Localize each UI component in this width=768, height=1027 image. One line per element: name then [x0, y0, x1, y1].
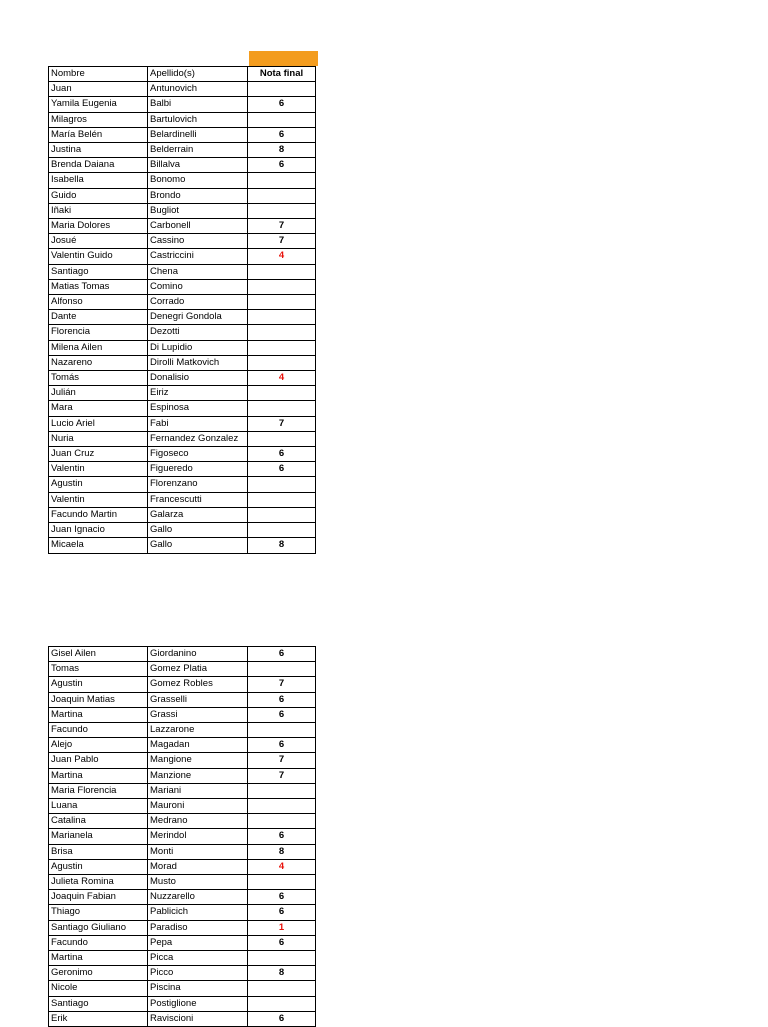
cell-apellido[interactable]: Gallo [148, 523, 248, 538]
cell-nombre[interactable]: Juan Pablo [49, 753, 148, 768]
cell-nombre[interactable]: Martina [49, 707, 148, 722]
cell-nota[interactable] [248, 951, 316, 966]
cell-nombre[interactable]: Maria Florencia [49, 783, 148, 798]
cell-nombre[interactable]: Juan Cruz [49, 447, 148, 462]
cell-apellido[interactable]: Nuzzarello [148, 890, 248, 905]
cell-apellido[interactable]: Belderrain [148, 143, 248, 158]
cell-nota[interactable]: 8 [248, 538, 316, 553]
cell-nota[interactable] [248, 996, 316, 1011]
cell-nombre[interactable]: Valentin [49, 492, 148, 507]
header-apellido[interactable]: Apellido(s) [148, 67, 248, 82]
table-row [49, 783, 316, 798]
cell-nombre[interactable]: Valentin [49, 462, 148, 477]
cell-apellido[interactable]: Castriccini [148, 249, 248, 264]
cell-nombre[interactable]: Facundo [49, 935, 148, 950]
cell-nota[interactable] [248, 783, 316, 798]
table-row [49, 279, 316, 294]
cell-apellido[interactable]: Figoseco [148, 447, 248, 462]
table-row [49, 692, 316, 707]
cell-nota[interactable] [248, 492, 316, 507]
cell-apellido[interactable]: Di Lupidio [148, 340, 248, 355]
table-row [49, 462, 316, 477]
header-nombre[interactable]: Nombre [49, 67, 148, 82]
cell-nota[interactable]: 6 [248, 829, 316, 844]
table-row [49, 371, 316, 386]
grades-table-1 [48, 66, 316, 554]
table-row [49, 951, 316, 966]
cell-apellido[interactable]: Lazzarone [148, 723, 248, 738]
header-row [49, 67, 316, 82]
table-row [49, 523, 316, 538]
cell-nota[interactable]: 6 [248, 738, 316, 753]
cell-nombre[interactable]: Juan [49, 82, 148, 97]
table-row [49, 723, 316, 738]
cell-nombre[interactable]: Brisa [49, 844, 148, 859]
cell-nota[interactable] [248, 401, 316, 416]
cell-nombre[interactable]: Yamila Eugenia [49, 97, 148, 112]
table-row [49, 249, 316, 264]
header-highlight-bar [249, 51, 318, 66]
cell-nota[interactable] [248, 82, 316, 97]
cell-nota[interactable] [248, 875, 316, 890]
cell-nombre[interactable]: Agustin [49, 859, 148, 874]
table-row [49, 401, 316, 416]
cell-nombre[interactable]: Tomas [49, 662, 148, 677]
cell-nombre[interactable]: Mara [49, 401, 148, 416]
cell-nota[interactable] [248, 279, 316, 294]
table-row [49, 996, 316, 1011]
table-row [49, 219, 316, 234]
cell-nota[interactable] [248, 386, 316, 401]
table-row [49, 538, 316, 553]
table-row [49, 738, 316, 753]
table-row [49, 340, 316, 355]
cell-nombre[interactable]: Joaquin Matias [49, 692, 148, 707]
cell-nombre[interactable]: Santiago Giuliano [49, 920, 148, 935]
table-row [49, 295, 316, 310]
cell-apellido[interactable]: Grasselli [148, 692, 248, 707]
cell-nota[interactable]: 7 [248, 416, 316, 431]
cell-apellido[interactable]: Fernandez Gonzalez [148, 431, 248, 446]
cell-nota[interactable] [248, 507, 316, 522]
table-row [49, 188, 316, 203]
table-row [49, 966, 316, 981]
cell-apellido[interactable]: Brondo [148, 188, 248, 203]
cell-apellido[interactable]: Picco [148, 966, 248, 981]
cell-nombre[interactable]: Gisel Ailen [49, 647, 148, 662]
cell-nota[interactable]: 6 [248, 1011, 316, 1026]
cell-nota[interactable]: 6 [248, 97, 316, 112]
cell-nombre[interactable]: Alejo [49, 738, 148, 753]
cell-apellido[interactable]: Bonomo [148, 173, 248, 188]
cell-apellido[interactable]: Gomez Robles [148, 677, 248, 692]
cell-nombre[interactable]: Juan Ignacio [49, 523, 148, 538]
table-row [49, 355, 316, 370]
table-row [49, 203, 316, 218]
cell-apellido[interactable]: Piscina [148, 981, 248, 996]
cell-nota[interactable] [248, 431, 316, 446]
cell-apellido[interactable]: Manzione [148, 768, 248, 783]
cell-nota[interactable]: 1 [248, 920, 316, 935]
table-row [49, 158, 316, 173]
cell-nota[interactable]: 6 [248, 127, 316, 142]
cell-nota[interactable] [248, 981, 316, 996]
cell-nota[interactable]: 7 [248, 234, 316, 249]
cell-apellido[interactable]: Carbonell [148, 219, 248, 234]
cell-nombre[interactable]: Brenda Daiana [49, 158, 148, 173]
cell-apellido[interactable]: Balbi [148, 97, 248, 112]
cell-nombre[interactable]: Justina [49, 143, 148, 158]
table-row [49, 234, 316, 249]
cell-nota[interactable] [248, 310, 316, 325]
table-row [49, 173, 316, 188]
table-row [49, 431, 316, 446]
table-row [49, 127, 316, 142]
cell-apellido[interactable]: Comino [148, 279, 248, 294]
cell-apellido[interactable]: Picca [148, 951, 248, 966]
cell-nota[interactable] [248, 173, 316, 188]
cell-nombre[interactable]: Catalina [49, 814, 148, 829]
cell-nota[interactable]: 4 [248, 859, 316, 874]
cell-apellido[interactable]: Billalva [148, 158, 248, 173]
cell-apellido[interactable]: Galarza [148, 507, 248, 522]
cell-apellido[interactable]: Denegri Gondola [148, 310, 248, 325]
cell-nombre[interactable]: Santiago [49, 996, 148, 1011]
cell-nota[interactable] [248, 723, 316, 738]
cell-apellido[interactable]: Grassi [148, 707, 248, 722]
table-row [49, 447, 316, 462]
cell-apellido[interactable]: Merindol [148, 829, 248, 844]
cell-nombre[interactable]: Guido [49, 188, 148, 203]
cell-apellido[interactable]: Medrano [148, 814, 248, 829]
table-row [49, 143, 316, 158]
cell-apellido[interactable]: Figueredo [148, 462, 248, 477]
table-row [49, 477, 316, 492]
cell-apellido[interactable]: Cassino [148, 234, 248, 249]
cell-nombre[interactable]: Milagros [49, 112, 148, 127]
table-row [49, 707, 316, 722]
cell-nota[interactable]: 7 [248, 219, 316, 234]
cell-apellido[interactable]: Dirolli Matkovich [148, 355, 248, 370]
cell-nota[interactable]: 8 [248, 966, 316, 981]
cell-nota[interactable] [248, 814, 316, 829]
grades-table-2 [48, 646, 316, 1027]
cell-nombre[interactable]: Joaquin Fabian [49, 890, 148, 905]
cell-apellido[interactable]: Pablicich [148, 905, 248, 920]
cell-nombre[interactable]: Josué [49, 234, 148, 249]
cell-apellido[interactable]: Mariani [148, 783, 248, 798]
cell-nombre[interactable]: Thiago [49, 905, 148, 920]
table-row [49, 507, 316, 522]
table-row [49, 859, 316, 874]
cell-nombre[interactable]: Florencia [49, 325, 148, 340]
table-row [49, 753, 316, 768]
cell-nombre[interactable]: Erik [49, 1011, 148, 1026]
cell-nota[interactable] [248, 295, 316, 310]
cell-nota[interactable]: 7 [248, 753, 316, 768]
cell-apellido[interactable]: Morad [148, 859, 248, 874]
table-row [49, 97, 316, 112]
cell-apellido[interactable]: Eiriz [148, 386, 248, 401]
cell-apellido[interactable]: Dezotti [148, 325, 248, 340]
cell-nota[interactable] [248, 662, 316, 677]
table-row [49, 82, 316, 97]
cell-nota[interactable] [248, 355, 316, 370]
cell-apellido[interactable]: Pepa [148, 935, 248, 950]
cell-nombre[interactable]: Nazareno [49, 355, 148, 370]
table-row [49, 920, 316, 935]
cell-nota[interactable] [248, 523, 316, 538]
cell-apellido[interactable]: Mauroni [148, 799, 248, 814]
cell-apellido[interactable]: Donalisio [148, 371, 248, 386]
table-row [49, 829, 316, 844]
cell-nota[interactable]: 8 [248, 844, 316, 859]
table-row [49, 768, 316, 783]
table-row [49, 844, 316, 859]
cell-apellido[interactable]: Francescutti [148, 492, 248, 507]
table-row [49, 647, 316, 662]
cell-nota[interactable]: 6 [248, 447, 316, 462]
cell-nota[interactable] [248, 112, 316, 127]
table-row [49, 386, 316, 401]
cell-apellido[interactable]: Monti [148, 844, 248, 859]
cell-nota[interactable]: 4 [248, 371, 316, 386]
cell-nombre[interactable]: Martina [49, 951, 148, 966]
cell-nota[interactable] [248, 264, 316, 279]
table-row [49, 112, 316, 127]
cell-nota[interactable]: 8 [248, 143, 316, 158]
cell-nota[interactable]: 6 [248, 158, 316, 173]
cell-apellido[interactable]: Chena [148, 264, 248, 279]
cell-nombre[interactable]: Martina [49, 768, 148, 783]
table-row [49, 981, 316, 996]
cell-nota[interactable] [248, 477, 316, 492]
cell-nombre[interactable]: Alfonso [49, 295, 148, 310]
cell-nombre[interactable]: Iñaki [49, 203, 148, 218]
table-row [49, 677, 316, 692]
cell-nota[interactable]: 4 [248, 249, 316, 264]
cell-apellido[interactable]: Gomez Platia [148, 662, 248, 677]
cell-nombre[interactable]: Tomás [49, 371, 148, 386]
cell-nombre[interactable]: Lucio Ariel [49, 416, 148, 431]
cell-nota[interactable]: 6 [248, 890, 316, 905]
cell-nombre[interactable]: Dante [49, 310, 148, 325]
cell-nombre[interactable]: Santiago [49, 264, 148, 279]
table-row [49, 264, 316, 279]
cell-apellido[interactable]: Antunovich [148, 82, 248, 97]
cell-apellido[interactable]: Paradiso [148, 920, 248, 935]
cell-nota[interactable]: 6 [248, 462, 316, 477]
table-row [49, 492, 316, 507]
cell-apellido[interactable]: Mangione [148, 753, 248, 768]
cell-nota[interactable]: 6 [248, 692, 316, 707]
cell-nombre[interactable]: Julián [49, 386, 148, 401]
cell-nota[interactable]: 6 [248, 707, 316, 722]
table-row [49, 416, 316, 431]
cell-nombre[interactable]: Isabella [49, 173, 148, 188]
table-row [49, 875, 316, 890]
table-row [49, 935, 316, 950]
cell-nombre[interactable]: Milena Ailen [49, 340, 148, 355]
cell-apellido[interactable]: Gallo [148, 538, 248, 553]
cell-nota[interactable]: 6 [248, 647, 316, 662]
cell-nombre[interactable]: Agustin [49, 677, 148, 692]
cell-apellido[interactable]: Bartulovich [148, 112, 248, 127]
cell-apellido[interactable]: Giordanino [148, 647, 248, 662]
cell-apellido[interactable]: Belardinelli [148, 127, 248, 142]
cell-nombre[interactable]: Facundo Martin [49, 507, 148, 522]
cell-nombre[interactable]: Marianela [49, 829, 148, 844]
table-row [49, 662, 316, 677]
cell-nombre[interactable]: Matias Tomas [49, 279, 148, 294]
cell-apellido[interactable]: Florenzano [148, 477, 248, 492]
cell-nombre[interactable]: Julieta Romina [49, 875, 148, 890]
cell-apellido[interactable]: Espinosa [148, 401, 248, 416]
cell-apellido[interactable]: Postiglione [148, 996, 248, 1011]
cell-nota[interactable]: 6 [248, 905, 316, 920]
cell-nota[interactable]: 7 [248, 677, 316, 692]
cell-nombre[interactable]: Maria Dolores [49, 219, 148, 234]
cell-nombre[interactable]: Geronimo [49, 966, 148, 981]
cell-nota[interactable]: 6 [248, 935, 316, 950]
cell-apellido[interactable]: Fabi [148, 416, 248, 431]
cell-nombre[interactable]: Facundo [49, 723, 148, 738]
cell-apellido[interactable]: Musto [148, 875, 248, 890]
cell-nombre[interactable]: Luana [49, 799, 148, 814]
cell-apellido[interactable]: Magadan [148, 738, 248, 753]
table-row [49, 1011, 316, 1026]
cell-nota[interactable] [248, 325, 316, 340]
cell-nota[interactable] [248, 799, 316, 814]
cell-nota[interactable] [248, 203, 316, 218]
table-row [49, 905, 316, 920]
cell-nota[interactable] [248, 340, 316, 355]
table-row [49, 890, 316, 905]
cell-apellido[interactable]: Bugliot [148, 203, 248, 218]
cell-apellido[interactable]: Raviscioni [148, 1011, 248, 1026]
cell-nota[interactable]: 7 [248, 768, 316, 783]
header-nota-final[interactable]: Nota final [248, 67, 316, 82]
cell-nombre[interactable]: Micaela [49, 538, 148, 553]
cell-nombre[interactable]: Nicole [49, 981, 148, 996]
cell-nombre[interactable]: María Belén [49, 127, 148, 142]
cell-nota[interactable] [248, 188, 316, 203]
table-row [49, 310, 316, 325]
cell-nombre[interactable]: Agustin [49, 477, 148, 492]
table-row [49, 325, 316, 340]
table-row [49, 799, 316, 814]
cell-nombre[interactable]: Valentin Guido [49, 249, 148, 264]
cell-apellido[interactable]: Corrado [148, 295, 248, 310]
table-row [49, 814, 316, 829]
cell-nombre[interactable]: Nuria [49, 431, 148, 446]
